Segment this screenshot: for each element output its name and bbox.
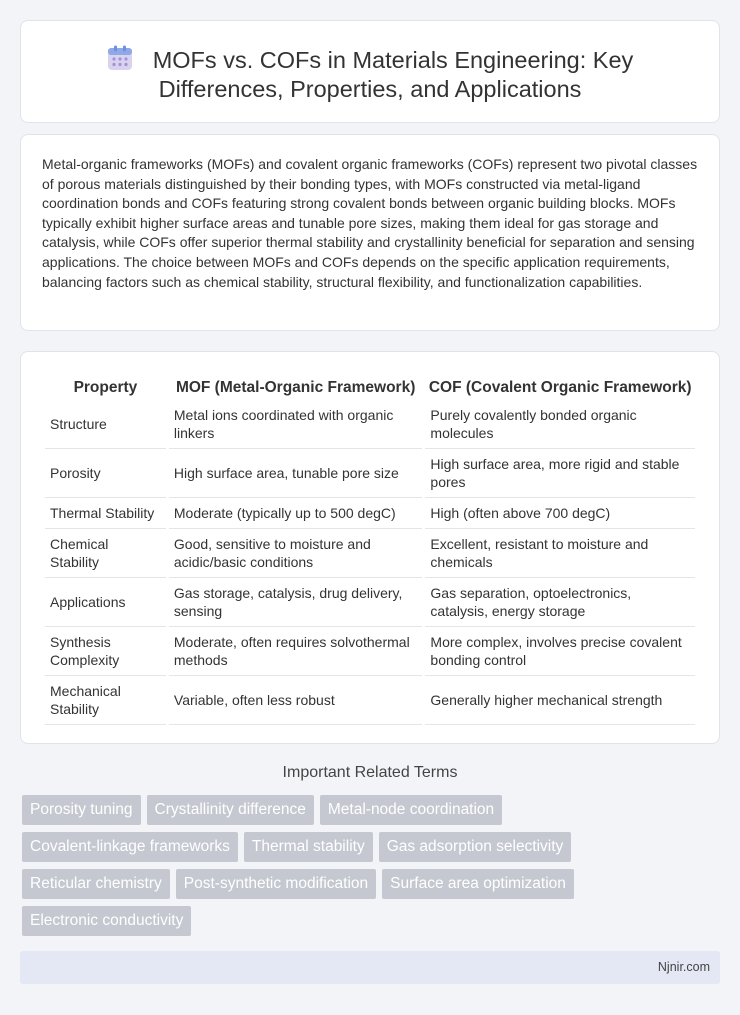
term-chip[interactable]: Thermal stability [244,832,373,862]
term-chip[interactable]: Post-synthetic modification [176,869,376,899]
related-terms-heading: Important Related Terms [282,764,458,781]
mof-cell: Metal ions coordinated with organic linkers [169,400,423,449]
mof-cell: Variable, often less robust [169,676,423,725]
related-terms-list [22,795,722,936]
header-property: Property [73,379,138,396]
term-chip[interactable]: Crystallinity difference [147,795,314,825]
term-chip[interactable]: Electronic conductivity [22,906,191,936]
property-cell: Chemical Stability [45,529,166,578]
header-cof: COF (Covalent Organic Framework) [428,379,692,396]
table-row [45,627,695,676]
cof-cell: Gas separation, optoelectronics, catalysis, energy storage [425,578,695,627]
table-row [45,449,695,498]
term-chip[interactable]: Covalent-linkage frameworks [22,832,238,862]
term-chip[interactable]: Metal-node coordination [320,795,502,825]
comparison-table-card [20,351,720,744]
term-chip[interactable]: Surface area optimization [382,869,574,899]
mof-cell: Gas storage, catalysis, drug delivery, sensing [169,578,423,627]
comparison-table [42,372,698,725]
table-row [45,676,695,725]
calendar-icon [107,45,133,71]
cof-cell: High surface area, more rigid and stable pores [425,449,695,498]
title-card [20,20,720,123]
mof-cell: High surface area, tunable pore size [169,449,423,498]
cof-cell: Excellent, resistant to moisture and chemicals [425,529,695,578]
table-row [45,529,695,578]
mof-cell: Moderate, often requires solvothermal methods [169,627,423,676]
intro-card [20,134,720,331]
cof-cell: Generally higher mechanical strength [425,676,695,725]
property-cell: Porosity [45,449,166,498]
property-cell: Mechanical Stability [45,676,166,725]
property-cell: Applications [45,578,166,627]
mof-cell: Moderate (typically up to 500 degC) [169,498,423,529]
intro-paragraph: Metal-organic frameworks (MOFs) and covalent organic frameworks (COFs) represent two pivotal classes of porous materials distinguished by their bonding types, with MOFs constructed via metal-ligand coordination bonds and COFs featuring strong covalent bonds between organic building blocks. MOFs typically exhibit higher surface areas and tunable pore sizes, making them ideal for gas storage and catalysis, while COFs offer superior thermal stability and crystallinity beneficial for separation and sensing applications. The choice between MOFs and COFs depends on the specific application requirements, balancing factors such as chemical stability, structural flexibility, and functionalization capabilities. [42,156,698,290]
term-chip[interactable]: Reticular chemistry [22,869,170,899]
footer-bar [20,951,720,984]
term-chip[interactable]: Porosity tuning [22,795,141,825]
cof-cell: More complex, involves precise covalent bonding control [425,627,695,676]
cof-cell: High (often above 700 degC) [425,498,695,529]
table-row [45,498,695,529]
table-row [45,578,695,627]
footer-site-link[interactable]: Njnir.com [657,960,710,974]
header-mof: MOF (Metal-Organic Framework) [175,379,416,396]
property-cell: Structure [45,400,166,449]
term-chip[interactable]: Gas adsorption selectivity [379,832,572,862]
page-title-wrap [21,45,719,104]
property-cell: Synthesis Complexity [45,627,166,676]
table-header-row [45,372,695,400]
property-cell: Thermal Stability [45,498,166,529]
table-row [45,400,695,449]
mof-cell: Good, sensitive to moisture and acidic/basic conditions [169,529,423,578]
page-title: MOFs vs. COFs in Materials Engineering: Key Differences, Properties, and Applications [152,47,634,102]
cof-cell: Purely covalently bonded organic molecules [425,400,695,449]
